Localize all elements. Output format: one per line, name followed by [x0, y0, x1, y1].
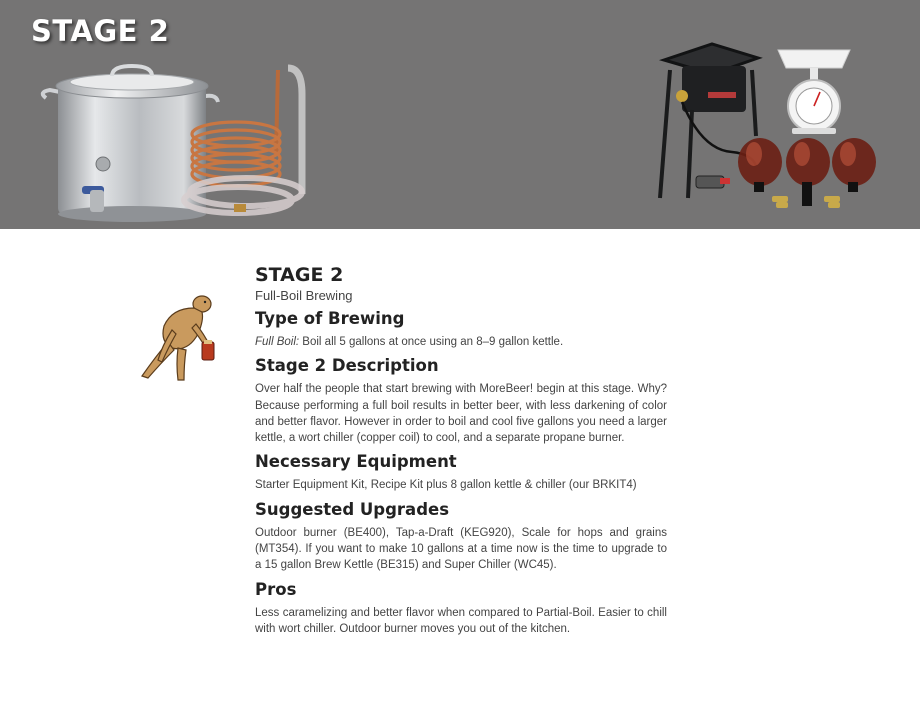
header-banner	[0, 0, 920, 229]
stage-subheading: Full-Boil Brewing	[255, 288, 353, 303]
pros-text: Less caramelizing and better flavor when compared to Partial-Boil. Easier to chill with wort chiller. Outdoor burner moves you out of the kitchen.	[255, 606, 667, 635]
type-of-brewing-text	[255, 334, 667, 350]
suggested-upgrades-heading: Suggested Upgrades	[255, 499, 450, 519]
stage-heading: STAGE 2	[255, 264, 344, 286]
banner-title: STAGE 2	[31, 14, 170, 48]
type-of-brewing-heading: Type of Brewing	[255, 309, 405, 328]
wort-chiller-image	[176, 64, 306, 222]
stage-description-text: Over half the people that start brewing with MoreBeer! begin at this stage. Why? Because performing a full boil results in better beer, with less darkening of color and better flavor. However in order to boil and cool five gallons you need a larger kettle, a wort chiller (copper coil) to cool, and a separate propane burner.	[255, 383, 667, 445]
necessary-equipment-heading: Necessary Equipment	[255, 452, 457, 472]
pros-heading: Pros	[255, 579, 297, 599]
stage-description-heading: Stage 2 Description	[255, 356, 439, 376]
suggested-upgrades-text: Outdoor burner (BE400), Tap-a-Draft (KEG920), Scale for hops and grains (MT354). If you want to make 10 gallons at a time now is the time to upgrade to a 15 gallon Brew Kettle (BE315) and Super Chiller (WC45).	[255, 526, 667, 572]
type-of-brewing-body: Boil all 5 gallons at once using an 8–9 gallon kettle.	[299, 336, 564, 348]
full-boil-label: Full Boil:	[255, 336, 300, 348]
stage-description	[255, 263, 667, 642]
kitchen-scale-image	[776, 44, 852, 136]
tap-a-draft-bottles-image	[734, 134, 880, 210]
monkey-mascot-image	[132, 290, 227, 385]
necessary-equipment-text: Starter Equipment Kit, Recipe Kit plus 8 gallon kettle & chiller (our BRKIT4)	[255, 479, 637, 492]
